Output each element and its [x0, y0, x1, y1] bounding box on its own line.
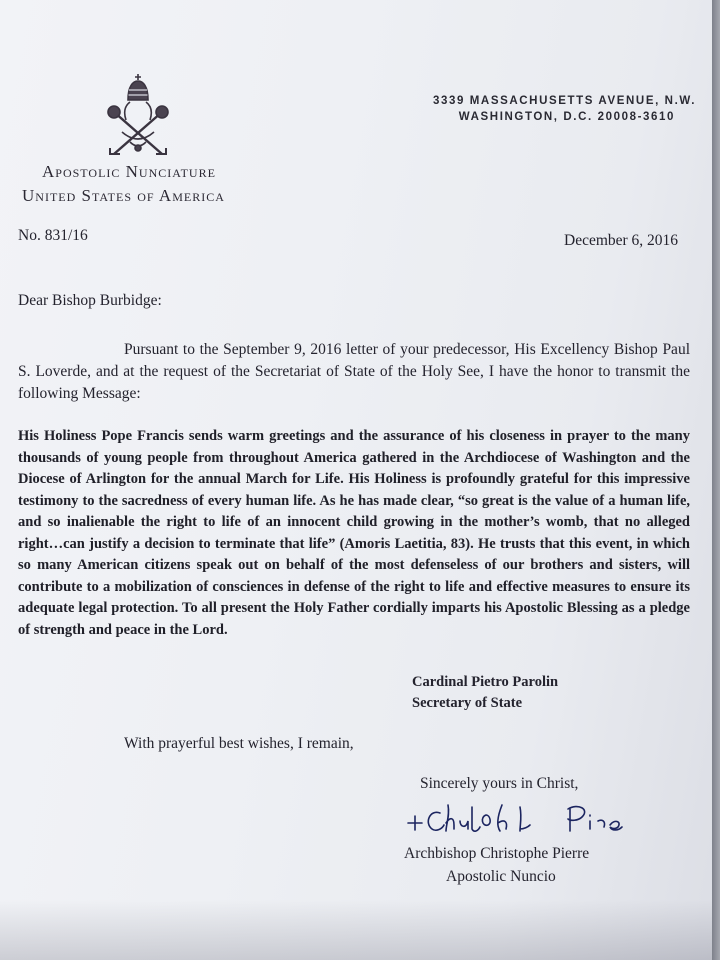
papal-message-paragraph: His Holiness Pope Francis sends warm greetings and the assurance of his closeness in prayer to the many thousands of young people from throughout America gathered in the Archdiocese of Washington and the Diocese of Arlington for the annual March for Life. His Holiness is profoundly grateful for this impressive testimony to the sacredness of every human life. As he has made clear, “so great is the value of a human life, and so inalienable the right to life of an innocent child growing in the mother’s womb, that no alleged right…can justify a decision to terminate that life” (Amoris Laetitia, 83). He trusts that this event, in which so many American citizens speak out on behalf of the most defenseless of our brothers and sisters, will contribute to a mobilization of consciences in defense of the right to life and effective measures to ensure its adequate legal protection. To all present the Holy Father cordially imparts his Apostolic Blessing as a pledge of strength and peace in the Lord. — [18, 428, 690, 638]
desk-background — [712, 0, 720, 960]
letter-date: December 6, 2016 — [564, 232, 679, 249]
organization-country: United States of America — [22, 186, 225, 205]
address-line-2: WASHINGTON, D.C. 20008-3610 — [458, 111, 675, 123]
reference-number: No. 831/16 — [18, 227, 88, 244]
intro-paragraph: Pursuant to the September 9, 2016 letter of your predecessor, His Excellency Bishop Paul S. Loverde, and at the request of the Secretariat of State of the Holy See, I have the honor to transmit the following Message: — [18, 341, 690, 402]
message-signatory-name: Cardinal Pietro Parolin — [412, 674, 559, 690]
papal-coat-of-arms-icon — [100, 72, 176, 162]
salutation: Dear Bishop Burbidge: — [18, 292, 162, 309]
message-signatory-title: Secretary of State — [412, 695, 523, 711]
address-line-1: 3339 MASSACHUSETTS AVENUE, N.W. — [432, 95, 696, 107]
organization-name: Apostolic Nunciature — [42, 162, 216, 181]
valediction: Sincerely yours in Christ, — [420, 775, 579, 792]
signer-name: Archbishop Christophe Pierre — [404, 845, 590, 862]
signer-title: Apostolic Nuncio — [446, 868, 556, 885]
handwritten-signature — [400, 797, 640, 847]
closing-wishes: With prayerful best wishes, I remain, — [124, 735, 354, 752]
